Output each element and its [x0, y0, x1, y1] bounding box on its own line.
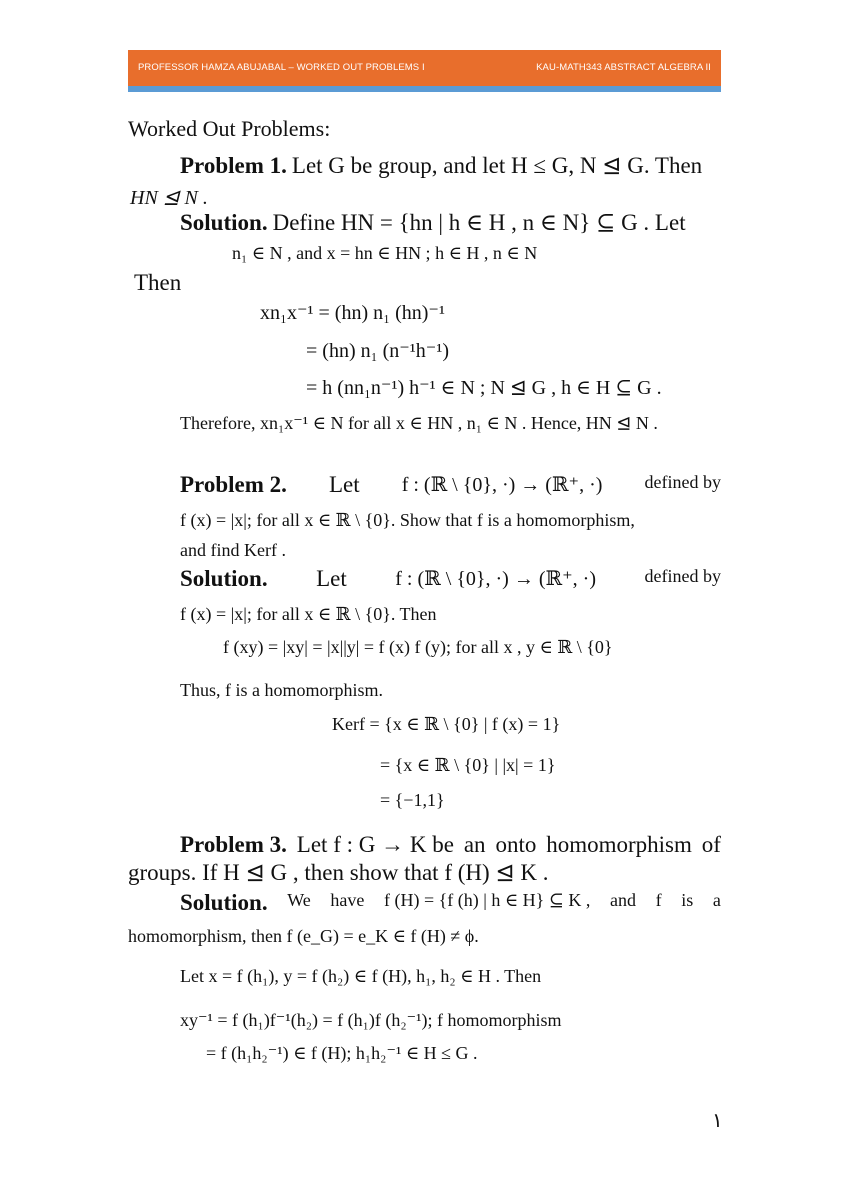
- problem-2-statement-cont: f (x) = |x|; for all x ∈ ℝ \ {0}. Show that f is a homomorphism,: [180, 510, 635, 530]
- solution-3-eq-2: = f (h₁h₂⁻¹) ∈ f (H); h₁h₂⁻¹ ∈ H ≤ G .: [206, 1043, 478, 1063]
- solution-2-let: Let: [316, 566, 347, 591]
- problem-1-text: Let G be group, and let H ≤ G, N ⊴ G. Then: [291, 153, 703, 178]
- solution-3-word-3: f (H) = {f (h) | h ∈ H} ⊆ K ,: [383, 890, 591, 910]
- solution-2-kernel-3: = {−1,1}: [380, 790, 445, 810]
- problem-1-solution: [180, 210, 686, 236]
- problem-1-statement: [180, 153, 702, 179]
- problem-3-label: Problem 3.: [180, 832, 287, 857]
- solution-1-eq-1: xn₁x⁻¹ = (hn) n₁ (hn)⁻¹: [260, 302, 445, 324]
- solution-3-word-4: and: [610, 890, 637, 910]
- header-stripe: [128, 86, 721, 92]
- solution-2-thus: Thus, f is a homomorphism.: [180, 680, 383, 700]
- problem-2-let: Let: [328, 472, 360, 497]
- solution-3-word-5: f: [655, 890, 662, 910]
- problem-1-statement-cont: HN ⊴ N .: [130, 187, 208, 209]
- solution-3-word-6: is: [681, 890, 694, 910]
- problem-2-statement: [180, 472, 721, 498]
- solution-2-defined-by: defined by: [644, 566, 721, 586]
- solution-1-eq-2: = (hn) n₁ (n⁻¹h⁻¹): [306, 340, 449, 362]
- header-left-text: PROFESSOR HAMZA ABUJABAL – WORKED OUT PROBLEMS I: [138, 62, 425, 73]
- problem-3-statement-cont: groups. If H ⊴ G , then show that f (H) ⊴ K .: [128, 860, 549, 885]
- solution-2-kernel-1: Kerf = {x ∈ ℝ \ {0} | f (x) = 1}: [332, 714, 561, 734]
- solution-1-conclusion: Therefore, xn₁x⁻¹ ∈ N for all x ∈ HN , n₁ ∈ N . Hence, HN ⊴ N .: [180, 413, 658, 433]
- solution-2-def: f (x) = |x|; for all x ∈ ℝ \ {0}. Then: [180, 604, 437, 624]
- problem-2-defined-by: defined by: [644, 472, 721, 492]
- problem-3-word-5: of: [701, 832, 721, 857]
- solution-3-label: Solution.: [180, 890, 268, 915]
- problem-3-word-2: an: [463, 832, 486, 857]
- problem-2-solution: [180, 566, 721, 592]
- problem-3-statement: [180, 832, 721, 858]
- solution-2-kernel-2: = {x ∈ ℝ \ {0} | |x| = 1}: [380, 755, 556, 775]
- page-title: Worked Out Problems:: [128, 116, 331, 141]
- solution-3-word-7: a: [712, 890, 721, 910]
- solution-1-label: Solution.: [180, 210, 268, 235]
- solution-3-word-2: have: [330, 890, 365, 910]
- solution-3-eq-1: xy⁻¹ = f (h₁)f⁻¹(h₂) = f (h₁)f (h₂⁻¹); f homomorphism: [180, 1010, 562, 1030]
- page-number: ١: [712, 1110, 723, 1132]
- solution-3-cont: homomorphism, then f (e_G) = e_K ∈ f (H) ≠ ϕ.: [128, 926, 479, 946]
- solution-2-eq: f (xy) = |xy| = |x||y| = f (x) f (y); for all x , y ∈ ℝ \ {0}: [223, 637, 613, 657]
- solution-1-text: Define HN = {hn | h ∈ H , n ∈ N} ⊆ G . Let: [272, 210, 686, 235]
- solution-1-then: Then: [134, 270, 182, 295]
- problem-2-map: f : (ℝ \ {0}, ·) → (ℝ⁺, ·): [401, 474, 603, 496]
- problem-2-statement-cont-2: and find Kerf .: [180, 540, 286, 560]
- problem-2-label: Problem 2.: [180, 472, 287, 497]
- problem-1-label: Problem 1.: [180, 153, 287, 178]
- solution-3-word-1: We: [287, 890, 311, 910]
- header-right-text: KAU-MATH343 ABSTRACT ALGEBRA II: [536, 62, 711, 73]
- problem-3-word-3: onto: [495, 832, 537, 857]
- solution-3-let: Let x = f (h₁), y = f (h₂) ∈ f (H), h₁, h₂ ∈ H . Then: [180, 966, 542, 986]
- problem-3-solution: [180, 890, 721, 916]
- solution-2-map: f : (ℝ \ {0}, ·) → (ℝ⁺, ·): [395, 568, 596, 590]
- solution-2-label: Solution.: [180, 566, 268, 591]
- problem-3-word-1: Let f : G → K be: [296, 832, 454, 857]
- problem-3-word-4: homomorphism: [546, 832, 692, 857]
- page-header: [128, 50, 721, 86]
- solution-1-let: n₁ ∈ N , and x = hn ∈ HN ; h ∈ H , n ∈ N: [232, 243, 538, 263]
- solution-1-eq-3: = h (nn₁n⁻¹) h⁻¹ ∈ N ; N ⊴ G , h ∈ H ⊆ G .: [306, 377, 662, 399]
